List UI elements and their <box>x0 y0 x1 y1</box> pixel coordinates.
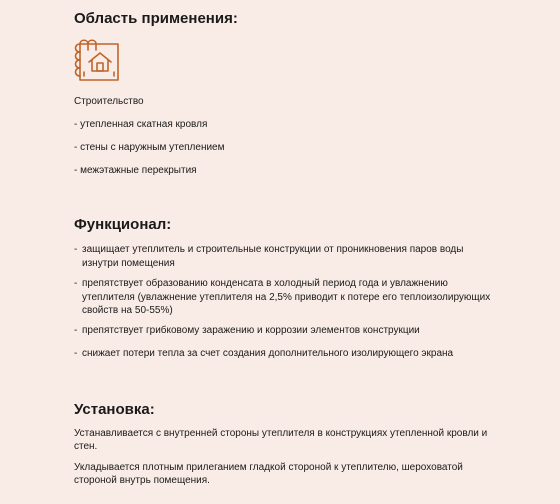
scope-item: - стены с наружным утеплением <box>74 142 225 153</box>
building-insulation-icon <box>74 38 120 82</box>
scope-item: - межэтажные перекрытия <box>74 165 197 176</box>
function-item <box>74 243 494 270</box>
install-heading: Установка: <box>74 401 155 418</box>
scope-item: - утепленная скатная кровля <box>74 119 208 130</box>
bullet-dash: - <box>74 278 78 289</box>
function-item <box>74 324 494 338</box>
scope-category: Строительство <box>74 96 144 107</box>
scope-heading: Область применения: <box>74 10 238 27</box>
function-item-text: защищает утеплитель и строительные конструкции от проникновения паров воды изнутри помещения <box>82 244 464 269</box>
bullet-dash: - <box>74 244 78 255</box>
bullet-dash: - <box>74 325 78 336</box>
function-heading: Функционал: <box>74 216 172 233</box>
install-paragraph: Укладывается плотным прилеганием гладкой стороной к утеплителю, шероховатой стороной внутрь помещения. <box>74 462 463 486</box>
function-item-text: снижает потери тепла за счет создания дополнительного изолирующего экрана <box>82 348 454 359</box>
bullet-dash: - <box>74 348 78 359</box>
function-item-text: препятствует грибковому заражению и коррозии элементов конструкции <box>82 325 420 336</box>
function-item-text: препятствует образованию конденсата в холодный период года и увлажнению утеплителя (увлажнение утеплителя на 2,5% приводит к потере его теплоизолирующих свойств на 50-55%) <box>82 278 491 316</box>
install-paragraph: Устанавливается с внутренней стороны утеплителя в конструкциях утепленной кровли и стен. <box>74 428 488 452</box>
function-item <box>74 277 494 318</box>
function-item <box>74 347 494 361</box>
